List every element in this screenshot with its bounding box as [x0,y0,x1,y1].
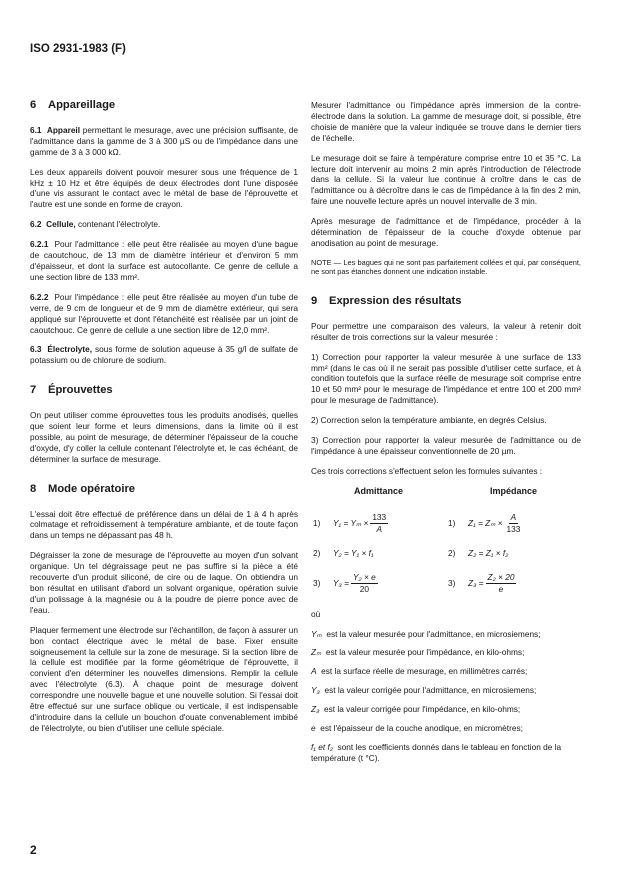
note: NOTE — Les bagues qui ne sont pas parfaitement collées et qui, par conséquent, ne sont pas étanches donnent une indication instable. [311,257,581,277]
z3-fraction: $\frac{\text{Z₂ × 20}}{e}$ [487,572,515,595]
y2-formula: Y₂ = Y₁ × f₁ [333,548,374,559]
section-6-2-1: 6.2.1 Pour l'admittance : elle peut être réalisée au moyen d'une bague de caoutchouc, de 13 mm de diamètre intérieur et d'environ 5 mm d'épaisseur, et dont la surface est autocollante. Ce genre de cellule a une section libre de 133 mm². [30,239,298,282]
section-6-3: 6.3 Électrolyte, sous forme de solution aqueuse à 35 g/l de sulfate de potassium ou de chlorure de sodium. [30,344,298,366]
formulas [311,486,581,599]
z1-fraction: $\frac{A}{133}$ [506,512,521,535]
definition-e: e est l'épaisseur de la couche anodique, en micromètres; [311,723,523,734]
section-7-text: On peut utiliser comme éprouvettes tous les produits anodisés, quelles que soient leur forme et leurs dimensions, dans la limite où il est possible, au point de mesurage, de déterminer l'épaisseur de la couche d'oxyde, d'y coller la cellule contenant l'électrolyte et, le cas échéant, de déterminer la surface de mesurage. [30,410,298,464]
correction-2: 2) Correction selon la température ambiante, en degrés Celsius. [311,415,547,426]
section-8-para2: Dégraisser la zone de mesurage de l'éprouvette au moyen d'un solvant organique. Un tel dégraissage peut ne pas suffire si la pièce a été recouverte d'un produit siliconé, de cire ou de laque. On obtiendra un bon résultat en utilisant d'abord un solvant organique, opération suivie d'un polissage à la magnésie ou à la poudre de pierre ponce avec de l'eau. [30,550,298,615]
z2-formula: Z₂ = Z₁ × f₂ [468,548,509,559]
document-header: ISO 2931-1983 (F) [30,43,126,55]
right-para1: Mesurer l'admittance ou l'impédance après immersion de la contre-électrode dans la solution. La gamme de mesurage doit, si possible, être choisie de manière que la valeur indiquée se trouve dans le dernier tiers de l'échelle. [311,100,581,143]
section-7-heading: 7 Éprouvettes [30,384,113,397]
formula-row-2: 2) Y₂ = Y₁ × f₁ 2) Z₂ = Z₁ × f₂ [313,548,509,559]
left-column [30,100,298,743]
section-8-para1: L'essai doit être effectué de préférence dans un délai de 1 à 4 h après colmatage et refroidissement à température ambiante, et de toute façon dans un temps ne dépassant pas 48 h. [30,508,298,541]
section-6-1-para2: Les deux appareils doivent pouvoir mesurer sous une fréquence de 1 kHz ± 10 Hz et être équipés de deux électrodes dont l'une disposée d'une vis assurant le contact avec le métal de base de l'éprouvette et l'autre est une sonde en forme de crayon. [30,166,298,210]
right-column [311,100,581,772]
section-9-para1: Pour permettre une comparaison des valeurs, la valeur à retenir doit résulter de trois corrections sur la valeur mesurée : [311,320,581,342]
formula-row-3: 3) Y₃ = $\frac{\text{Y₂ × e}}{20}$ 3) Z₃ = $\frac{\text{Z₂ × 20}}{e}$ [313,572,515,595]
section-6-2-2: 6.2.2 Pour l'impédance : elle peut être réalisée au moyen d'un tube de verre, de 9 cm de longueur et de 9 mm de diamètre extérieur, qui sera appliqué sur l'éprouvette et dont l'étanchéité est réalisée par un joint de caoutchouc. Ce genre de cellule a une section libre de 12,0 mm². [30,291,298,335]
z1-lhs: Z₁ = Zₘ × [468,518,503,529]
section-8-heading: 8 Mode opératoire [30,482,136,495]
y1-lhs: Y₁ = Yₘ × [333,518,369,529]
formula-row-1: 1) Y₁ = Yₘ × $\frac{133}{A}$ 1) Z₁ = Zₘ × $\frac{A}{133}$ [313,512,521,535]
y1-fraction: $\frac{133}{A}$ [372,512,387,535]
section-6-heading: 6 Appareillage [30,99,116,111]
page-number: 2 [30,843,37,857]
correction-1: 1) Correction pour rapporter la valeur mesurée à une surface de 133 mm² (dans le cas où il ne serait pas possible d'utiliser cette surface, et à condition toutefois que la surface réelle de mesurage soit comprise entre 10 et 50 mm² pour le mesurage de l'impédance et entre 100 et 200 mm² pour le mesurage de l'admittance). [311,351,581,406]
section-8-para3: Plaquer fermement une électrode sur l'échantillon, de façon à assurer un bon contact électrique avec le métal de base. Fixer ensuite soigneusement la cellule sur la zone de mesurage. Si la section libre de la cellule est modifiée par la forme géométrique de l'éprouvette, il convient d'en déterminer les nouvelles dimensions. Remplir la cellule avec l'électrolyte (6.3). À chaque point de mesurage doivent correspondre une nouvelle bague et une nouvelle solution. Si l'essai doit être effectué sur une surface oblique ou verticale, il est indispensable d'introduire dans la cellule un bouchon d'ouate convenablement imbibé de l'électrolyte, ou bien d'utiliser une cellule spéciale. [30,624,298,733]
y3-fraction: $\frac{\text{Y₂ × e}}{20}$ [352,572,376,595]
right-para2: Le mesurage doit se faire à température comprise entre 10 et 35 °C. La lecture doit intervenir au moins 2 min après l'introduction de l'électrode dans la cellule. Si la valeur lue continue à croître dans le cas de l'admittance ou à décroître dans le cas de l'impédance à la fin des 2 min, faire une nouvelle lecture après un nouvel intervalle de 3 min. [311,152,581,207]
right-para3: Après mesurage de l'admittance et de l'impédance, procéder à la détermination de l'épaisseur de la couche d'oxyde obtenue par anodisation au point de mesurage. [311,216,581,248]
y3-lhs: Y₃ = [333,578,349,589]
correction-3: 3) Correction pour rapporter la valeur mesurée de l'admittance ou de l'impédance à une épaisseur conventionnelle de 20 µm. [311,435,581,456]
impedance-heading: Impédance [489,485,538,496]
section-6-2: 6.2 Cellule, contenant l'électrolyte. [30,219,161,230]
z3-lhs: Z₃ = [468,578,484,589]
admittance-heading: Admittance [353,485,403,496]
definition-z3: Z₃ est la valeur corrigée pour l'impédance, en kilo-ohms; [311,704,521,715]
definition-ym: Yₘ est la valeur mesurée pour l'admittance, en microsiemens; [311,628,541,639]
section-9-para2: Ces trois corrections s'effectuent selon les formules suivantes : [311,465,543,476]
definition-y3: Y₃ est la valeur corrigée pour l'admittance, en microsiemens; [311,685,537,696]
definition-zm: Zₘ est la valeur mesurée pour l'impédance, en kilo-ohms; [311,647,525,658]
section-9-heading: 9 Expression des résultats [311,294,462,307]
definition-f1-f2: f₁ et f₂ sont les coefficients donnés dans le tableau en fonction de la température (t °C). [311,742,562,763]
section-6-1: 6.1 Appareil permettant le mesurage, avec une précision suffisante, de l'admittance dans la gamme de 3 à 300 µS ou de l'impédance dans une gamme de 3 à 3 000 kΩ. [30,124,298,157]
definition-a: A est la surface réelle de mesurage, en millimètres carrés; [311,666,528,677]
ou-label: où [311,608,321,619]
